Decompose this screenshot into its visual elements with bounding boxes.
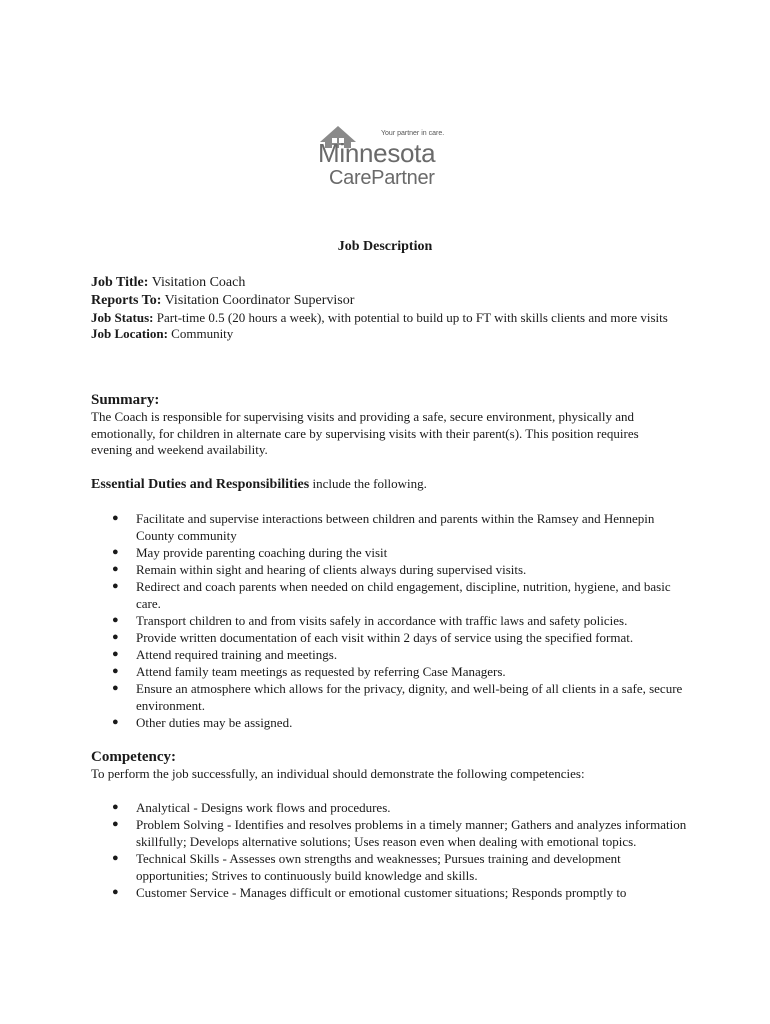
duties-list <box>112 510 687 731</box>
list-item: ● Attend required training and meetings. <box>112 647 338 662</box>
list-item: ● Customer Service - Manages difficult or emotional customer situations; Responds promptly to <box>112 885 627 900</box>
duty-text: Redirect and coach parents when needed on child engagement, discipline, nutrition, hygiene, and basic care. <box>136 579 671 611</box>
job-meta <box>91 274 681 342</box>
duty-text: Provide written documentation of each visit within 2 days of service using the specified format. <box>136 630 634 645</box>
duties-heading-line <box>91 476 681 494</box>
duty-text: Facilitate and supervise interactions between children and parents within the Ramsey and Hennepin County community <box>136 511 655 543</box>
duty-text: Attend family team meetings as requested by referring Case Managers. <box>136 664 506 679</box>
duty-text: Attend required training and meetings. <box>136 647 338 662</box>
reports-to-label: Reports To: <box>91 293 162 308</box>
duty-text: May provide parenting coaching during the visit <box>136 545 388 560</box>
competency-intro: To perform the job successfully, an individual should demonstrate the following competencies: <box>91 766 585 781</box>
list-item: ● Technical Skills - Assesses own strengths and weaknesses; Pursues training and development opportunities; Strives to continuously build knowledge and skills. <box>112 851 621 883</box>
summary-section <box>91 391 681 459</box>
list-item: ● Analytical - Designs work flows and procedures. <box>112 800 391 815</box>
list-item: ● Transport children to and from visits safely in accordance with traffic laws and safety policies. <box>112 613 628 628</box>
competency-text: Analytical - Designs work flows and procedures. <box>136 800 391 815</box>
list-item: ● Remain within sight and hearing of clients always during supervised visits. <box>112 562 527 577</box>
competency-text: Technical Skills - Assesses own strengths and weaknesses; Pursues training and development opportunities; Strives to continuously build knowledge and skills. <box>136 851 621 883</box>
job-title-label: Job Title: <box>91 275 149 290</box>
list-item: ● Ensure an atmosphere which allows for the privacy, dignity, and well-being of all clients in a safe, secure environment. <box>112 681 683 713</box>
duties-heading-suffix: include the following. <box>312 476 427 491</box>
logo-text-carepartner: CarePartner <box>329 167 435 189</box>
competency-heading: Competency: <box>91 749 176 765</box>
list-item: ● Facilitate and supervise interactions between children and parents within the Ramsey and Hennepin County community <box>112 511 655 543</box>
reports-to-value: Visitation Coordinator Supervisor <box>164 293 355 308</box>
competency-section <box>91 748 681 783</box>
duty-text: Transport children to and from visits safely in accordance with traffic laws and safety policies. <box>136 613 628 628</box>
logo-tagline: Your partner in care. <box>381 130 445 137</box>
job-location-line <box>91 326 681 342</box>
summary-text: The Coach is responsible for supervising visits and providing a safe, secure environment, physically and emotionally, for children in alternate care by supervising visits with their parent(s). This position requires evening and weekend availability. <box>91 409 639 457</box>
duty-text: Other duties may be assigned. <box>136 715 293 730</box>
duties-heading: Essential Duties and Responsibilities <box>91 477 310 492</box>
reports-to-line <box>91 292 681 310</box>
document-title: Job Description <box>337 239 433 254</box>
job-status-line <box>91 310 681 326</box>
company-logo <box>318 124 458 190</box>
list-item: ● May provide parenting coaching during the visit <box>112 545 388 560</box>
list-item: ● Attend family team meetings as requested by referring Case Managers. <box>112 664 506 679</box>
job-location-label: Job Location: <box>91 326 168 341</box>
summary-heading: Summary: <box>91 392 160 408</box>
list-item: ● Other duties may be assigned. <box>112 715 293 730</box>
list-item: ● Redirect and coach parents when needed on child engagement, discipline, nutrition, hygiene, and basic care. <box>112 579 671 611</box>
competency-list <box>112 799 687 901</box>
job-title-value: Visitation Coach <box>151 275 246 290</box>
competency-text: Customer Service - Manages difficult or emotional customer situations; Responds promptly to <box>136 885 627 900</box>
job-status-value: Part-time 0.5 (20 hours a week), with potential to build up to FT with skills clients and more visits <box>156 310 668 325</box>
list-item: ● Problem Solving - Identifies and resolves problems in a timely manner; Gathers and analyzes information skillfully; Develops alternative solutions; Uses reason even when dealing with emotional topics. <box>112 817 687 849</box>
job-location-value: Community <box>171 326 234 341</box>
competency-text: Problem Solving - Identifies and resolves problems in a timely manner; Gathers and analyzes information skillfully; Develops alternative solutions; Uses reason even when dealing with emotional topics. <box>136 817 687 849</box>
duty-text: Ensure an atmosphere which allows for the privacy, dignity, and well-being of all clients in a safe, secure environment. <box>136 681 683 713</box>
logo-text-minnesota: Minnesota <box>318 138 436 168</box>
job-title-line <box>91 274 681 292</box>
job-status-label: Job Status: <box>91 310 154 325</box>
list-item: ● Provide written documentation of each visit within 2 days of service using the specified format. <box>112 630 634 645</box>
duty-text: Remain within sight and hearing of clients always during supervised visits. <box>136 562 527 577</box>
